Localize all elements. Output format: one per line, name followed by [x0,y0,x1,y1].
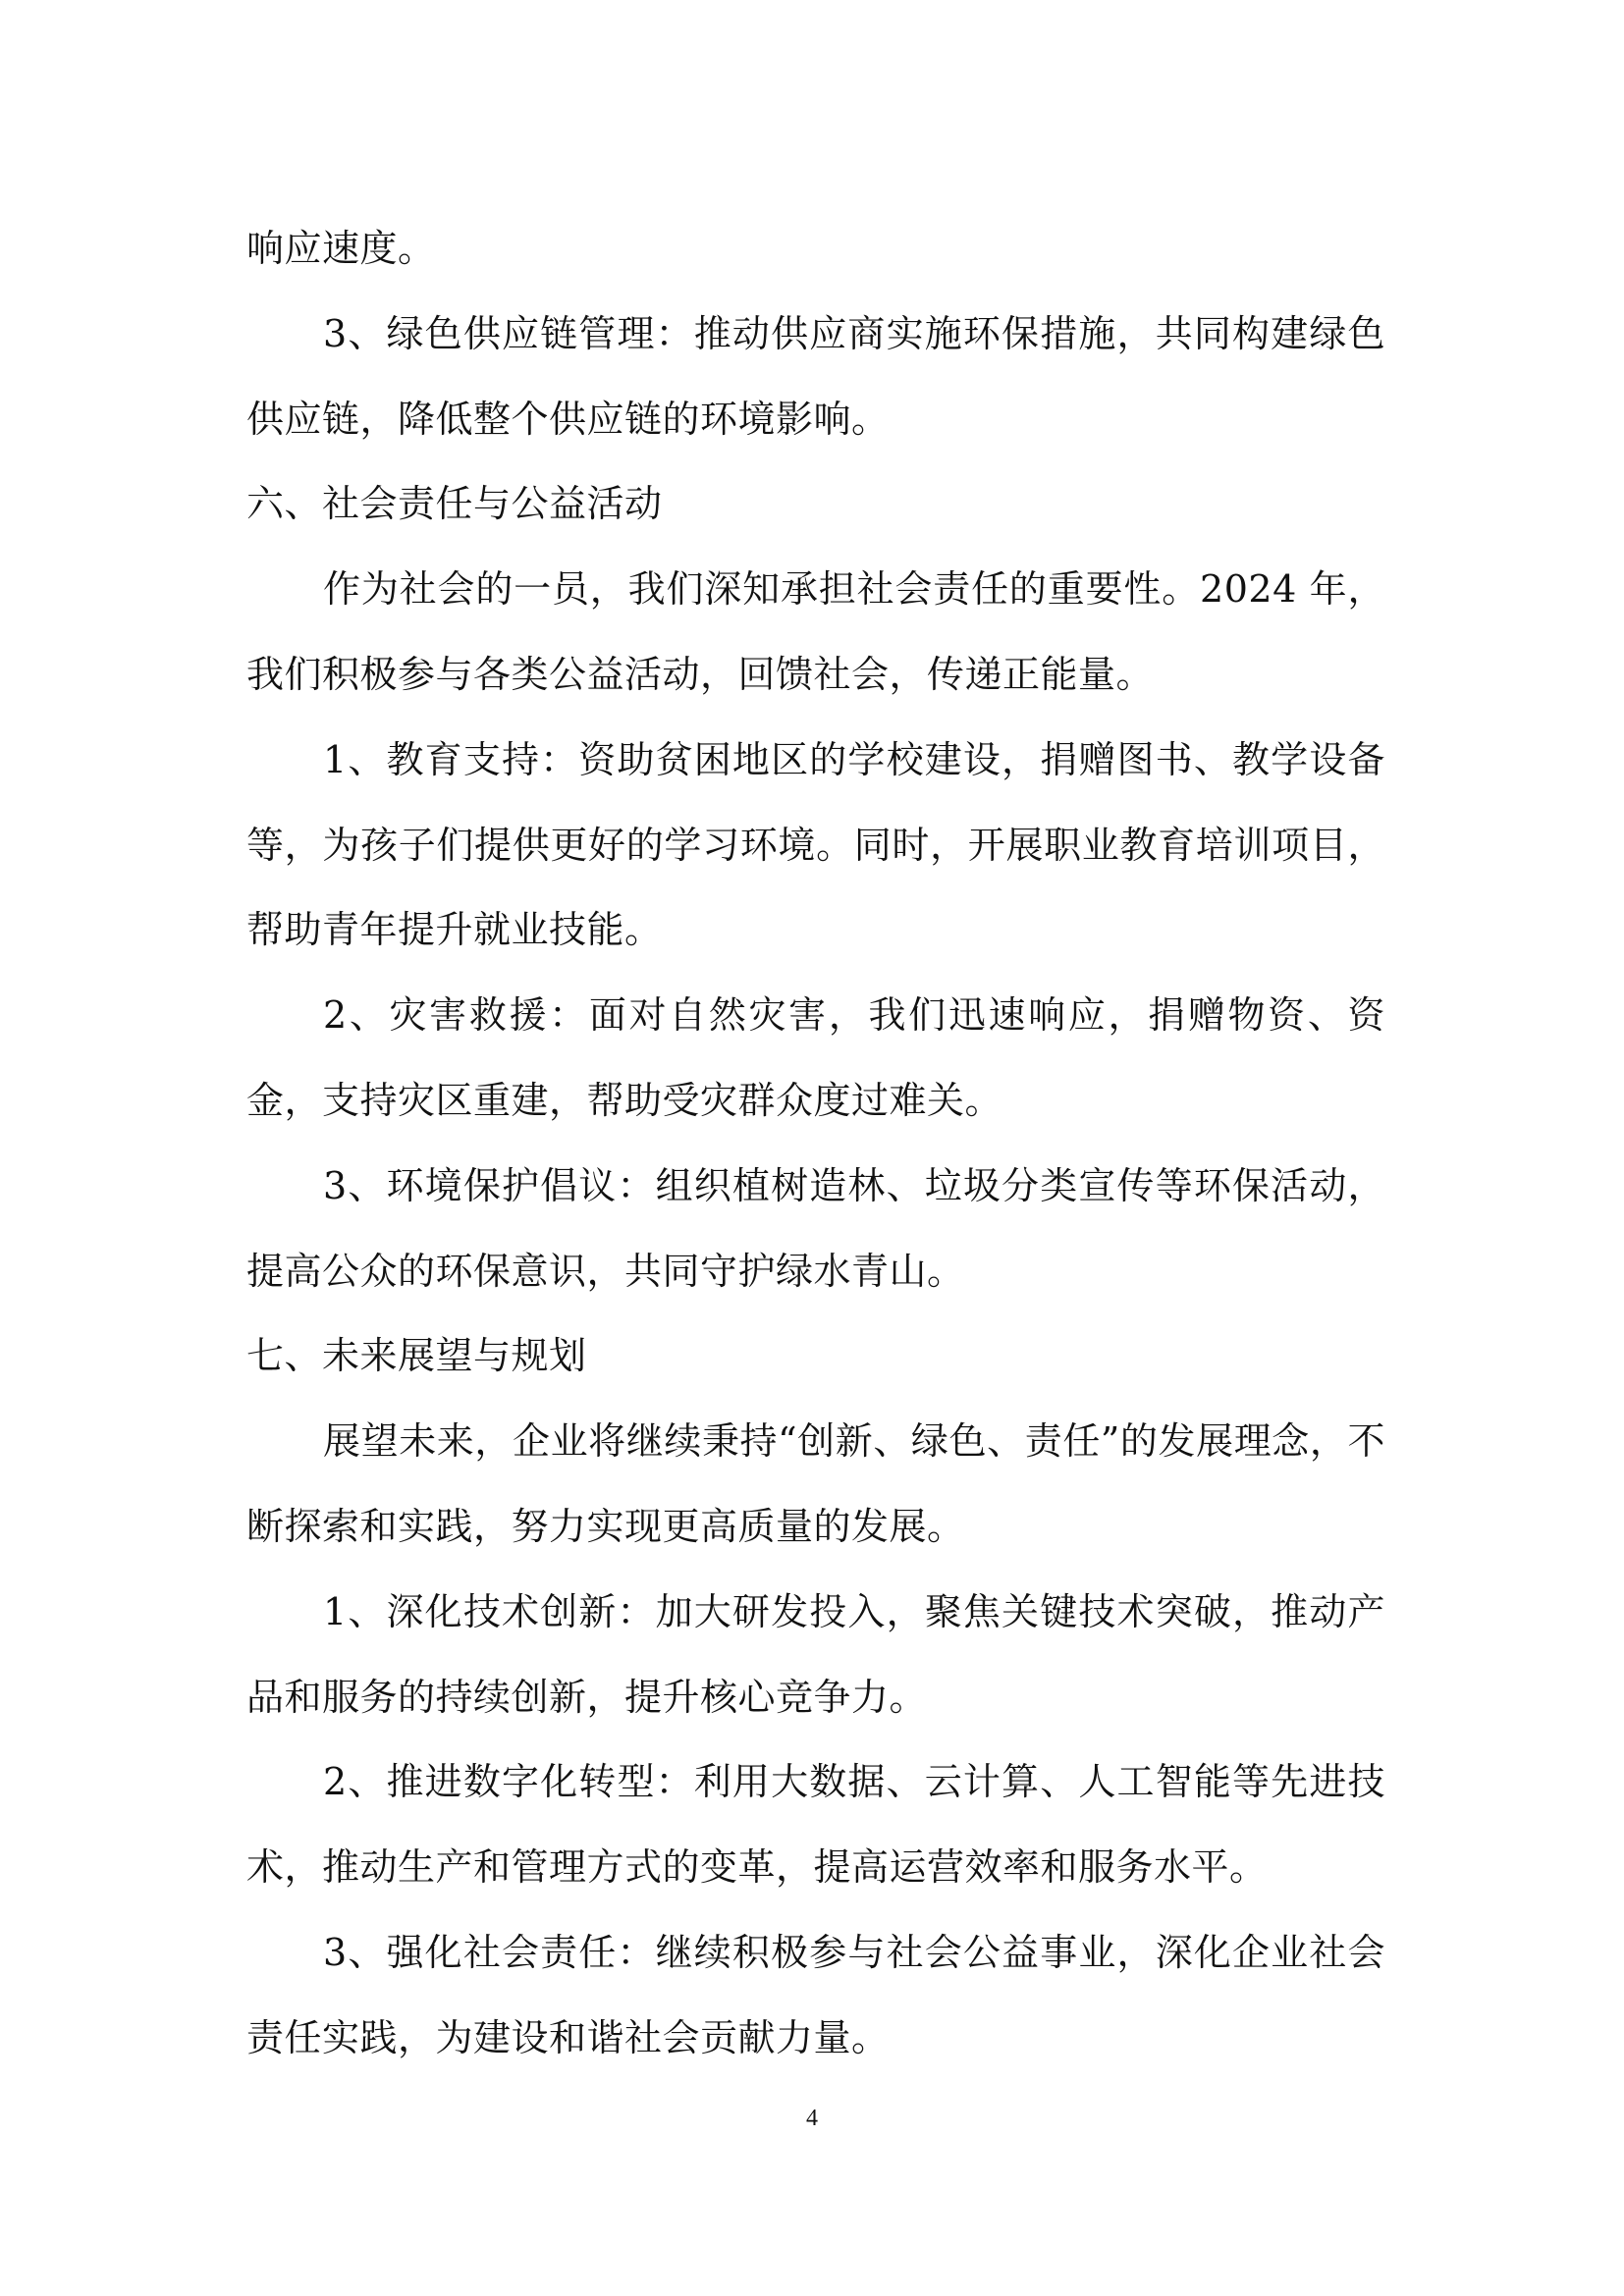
paragraph-digital-transformation: 2、推进数字化转型：利用大数据、云计算、人工智能等先进技术，推动生产和管理方式的变革，提高运营效率和服务水平。 [246,1760,1385,1890]
paragraph-environment-initiative: 3、环境保护倡议：组织植树造林、垃圾分类宣传等环保活动，提高公众的环保意识，共同守护绿水青山。 [246,1163,1385,1293]
paragraph-future-intro: 展望未来，企业将继续秉持“创新、绿色、责任”的发展理念，不断探索和实践，努力实现更高质量的发展。 [246,1419,1385,1548]
paragraph-social-intro: 作为社会的一员，我们深知承担社会责任的重要性。2024 年，我们积极参与各类公益活动，回馈社会，传递正能量。 [246,567,1385,696]
paragraph-education-support: 1、教育支持：资助贫困地区的学校建设，捐赠图书、教学设备等，为孩子们提供更好的学习环境。同时，开展职业教育培训项目，帮助青年提升就业技能。 [246,737,1385,952]
document-body [246,206,1385,2081]
page-number: 4 [806,2106,818,2131]
section-heading-social-responsibility: 六、社会责任与公益活动 [246,482,663,526]
paragraph-tech-innovation: 1、深化技术创新：加大研发投入，聚焦关键技术突破，推动产品和服务的持续创新，提升核心竞争力。 [246,1589,1385,1719]
paragraph-green-supply-chain: 3、绿色供应链管理：推动供应商实施环保措施，共同构建绿色供应链，降低整个供应链的环境影响。 [246,311,1385,441]
paragraph-social-responsibility-strengthen: 3、强化社会责任：继续积极参与社会公益事业，深化企业社会责任实践，为建设和谐社会贡献力量。 [246,1930,1385,2059]
section-heading-future-outlook: 七、未来展望与规划 [246,1334,587,1378]
paragraph-continuation: 响应速度。 [246,227,436,270]
paragraph-disaster-relief: 2、灾害救援：面对自然灾害，我们迅速响应，捐赠物资、资金，支持灾区重建，帮助受灾群众度过难关。 [246,993,1385,1122]
